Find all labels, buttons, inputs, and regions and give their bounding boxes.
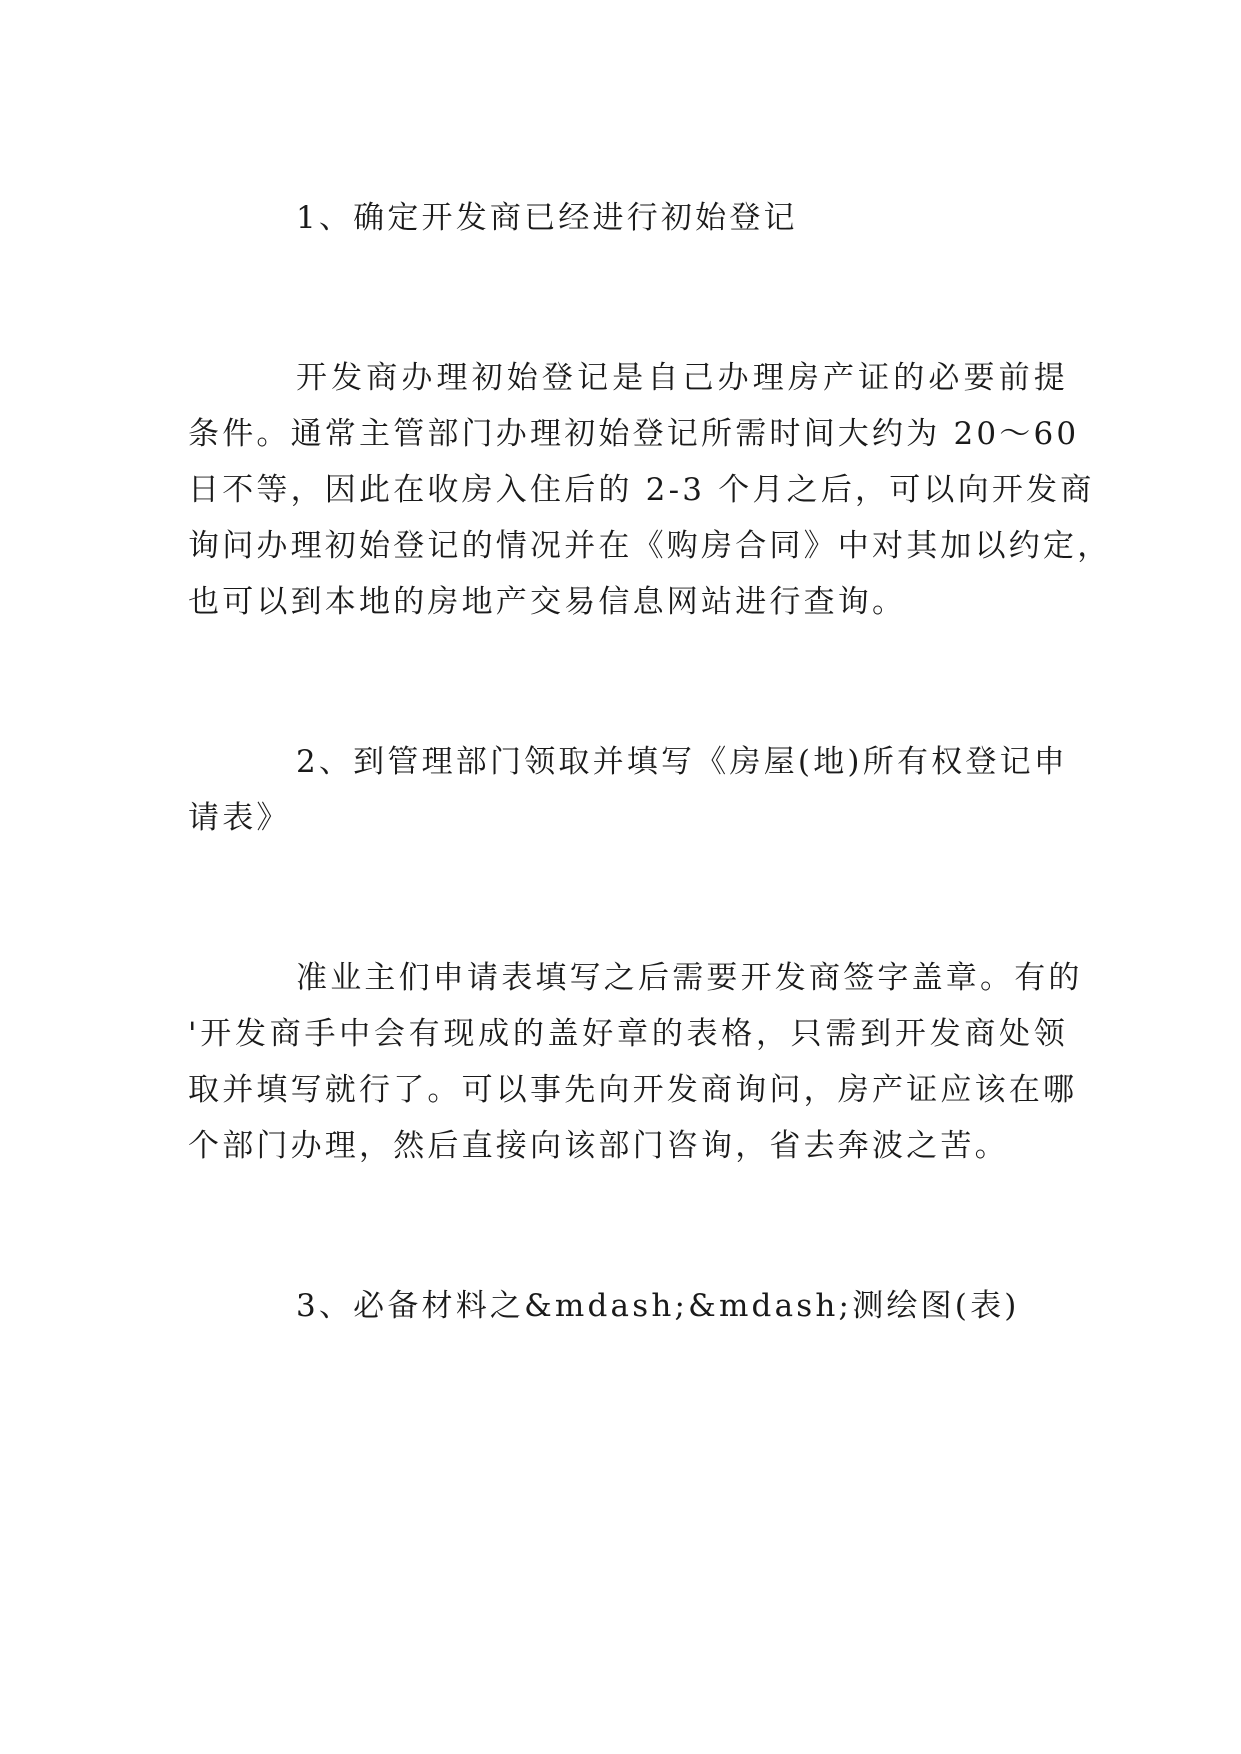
paragraph-1-line-4: 询问办理初始登记的情况并在《购房合同》中对其加以约定， <box>188 528 1112 564</box>
paragraph-1-line-2: 条件。通常主管部门办理初始登记所需时间大约为 20～60 <box>188 416 1080 452</box>
paragraph-2-line-1: 准业主们申请表填写之后需要开发商签字盖章。有的 <box>296 960 1083 996</box>
paragraph-2-line-4: 个部门办理，然后直接向该部门咨询，省去奔波之苦。 <box>188 1128 1009 1164</box>
paragraph-1-line-5: 也可以到本地的房地产交易信息网站进行查询。 <box>188 584 907 620</box>
paragraph-1-line-3: 日不等，因此在收房入住后的 2-3 个月之后，可以向开发商 <box>188 472 1095 508</box>
paragraph-1-line-1: 开发商办理初始登记是自己办理房产证的必要前提 <box>296 360 1068 396</box>
section-heading-2-line-2: 请表》 <box>188 800 291 836</box>
paragraph-2-line-3: 取并填写就行了。可以事先向开发商询问，房产证应该在哪 <box>188 1072 1078 1108</box>
section-heading-1: 1、确定开发商已经进行初始登记 <box>296 200 798 236</box>
section-heading-2-line-1: 2、到管理部门领取并填写《房屋(地)所有权登记申 <box>296 744 1068 780</box>
section-heading-3: 3、必备材料之&mdash;&mdash;测绘图(表) <box>296 1288 1020 1324</box>
paragraph-2-line-2: '开发商手中会有现成的盖好章的表格，只需到开发商处领 <box>188 1016 1068 1052</box>
